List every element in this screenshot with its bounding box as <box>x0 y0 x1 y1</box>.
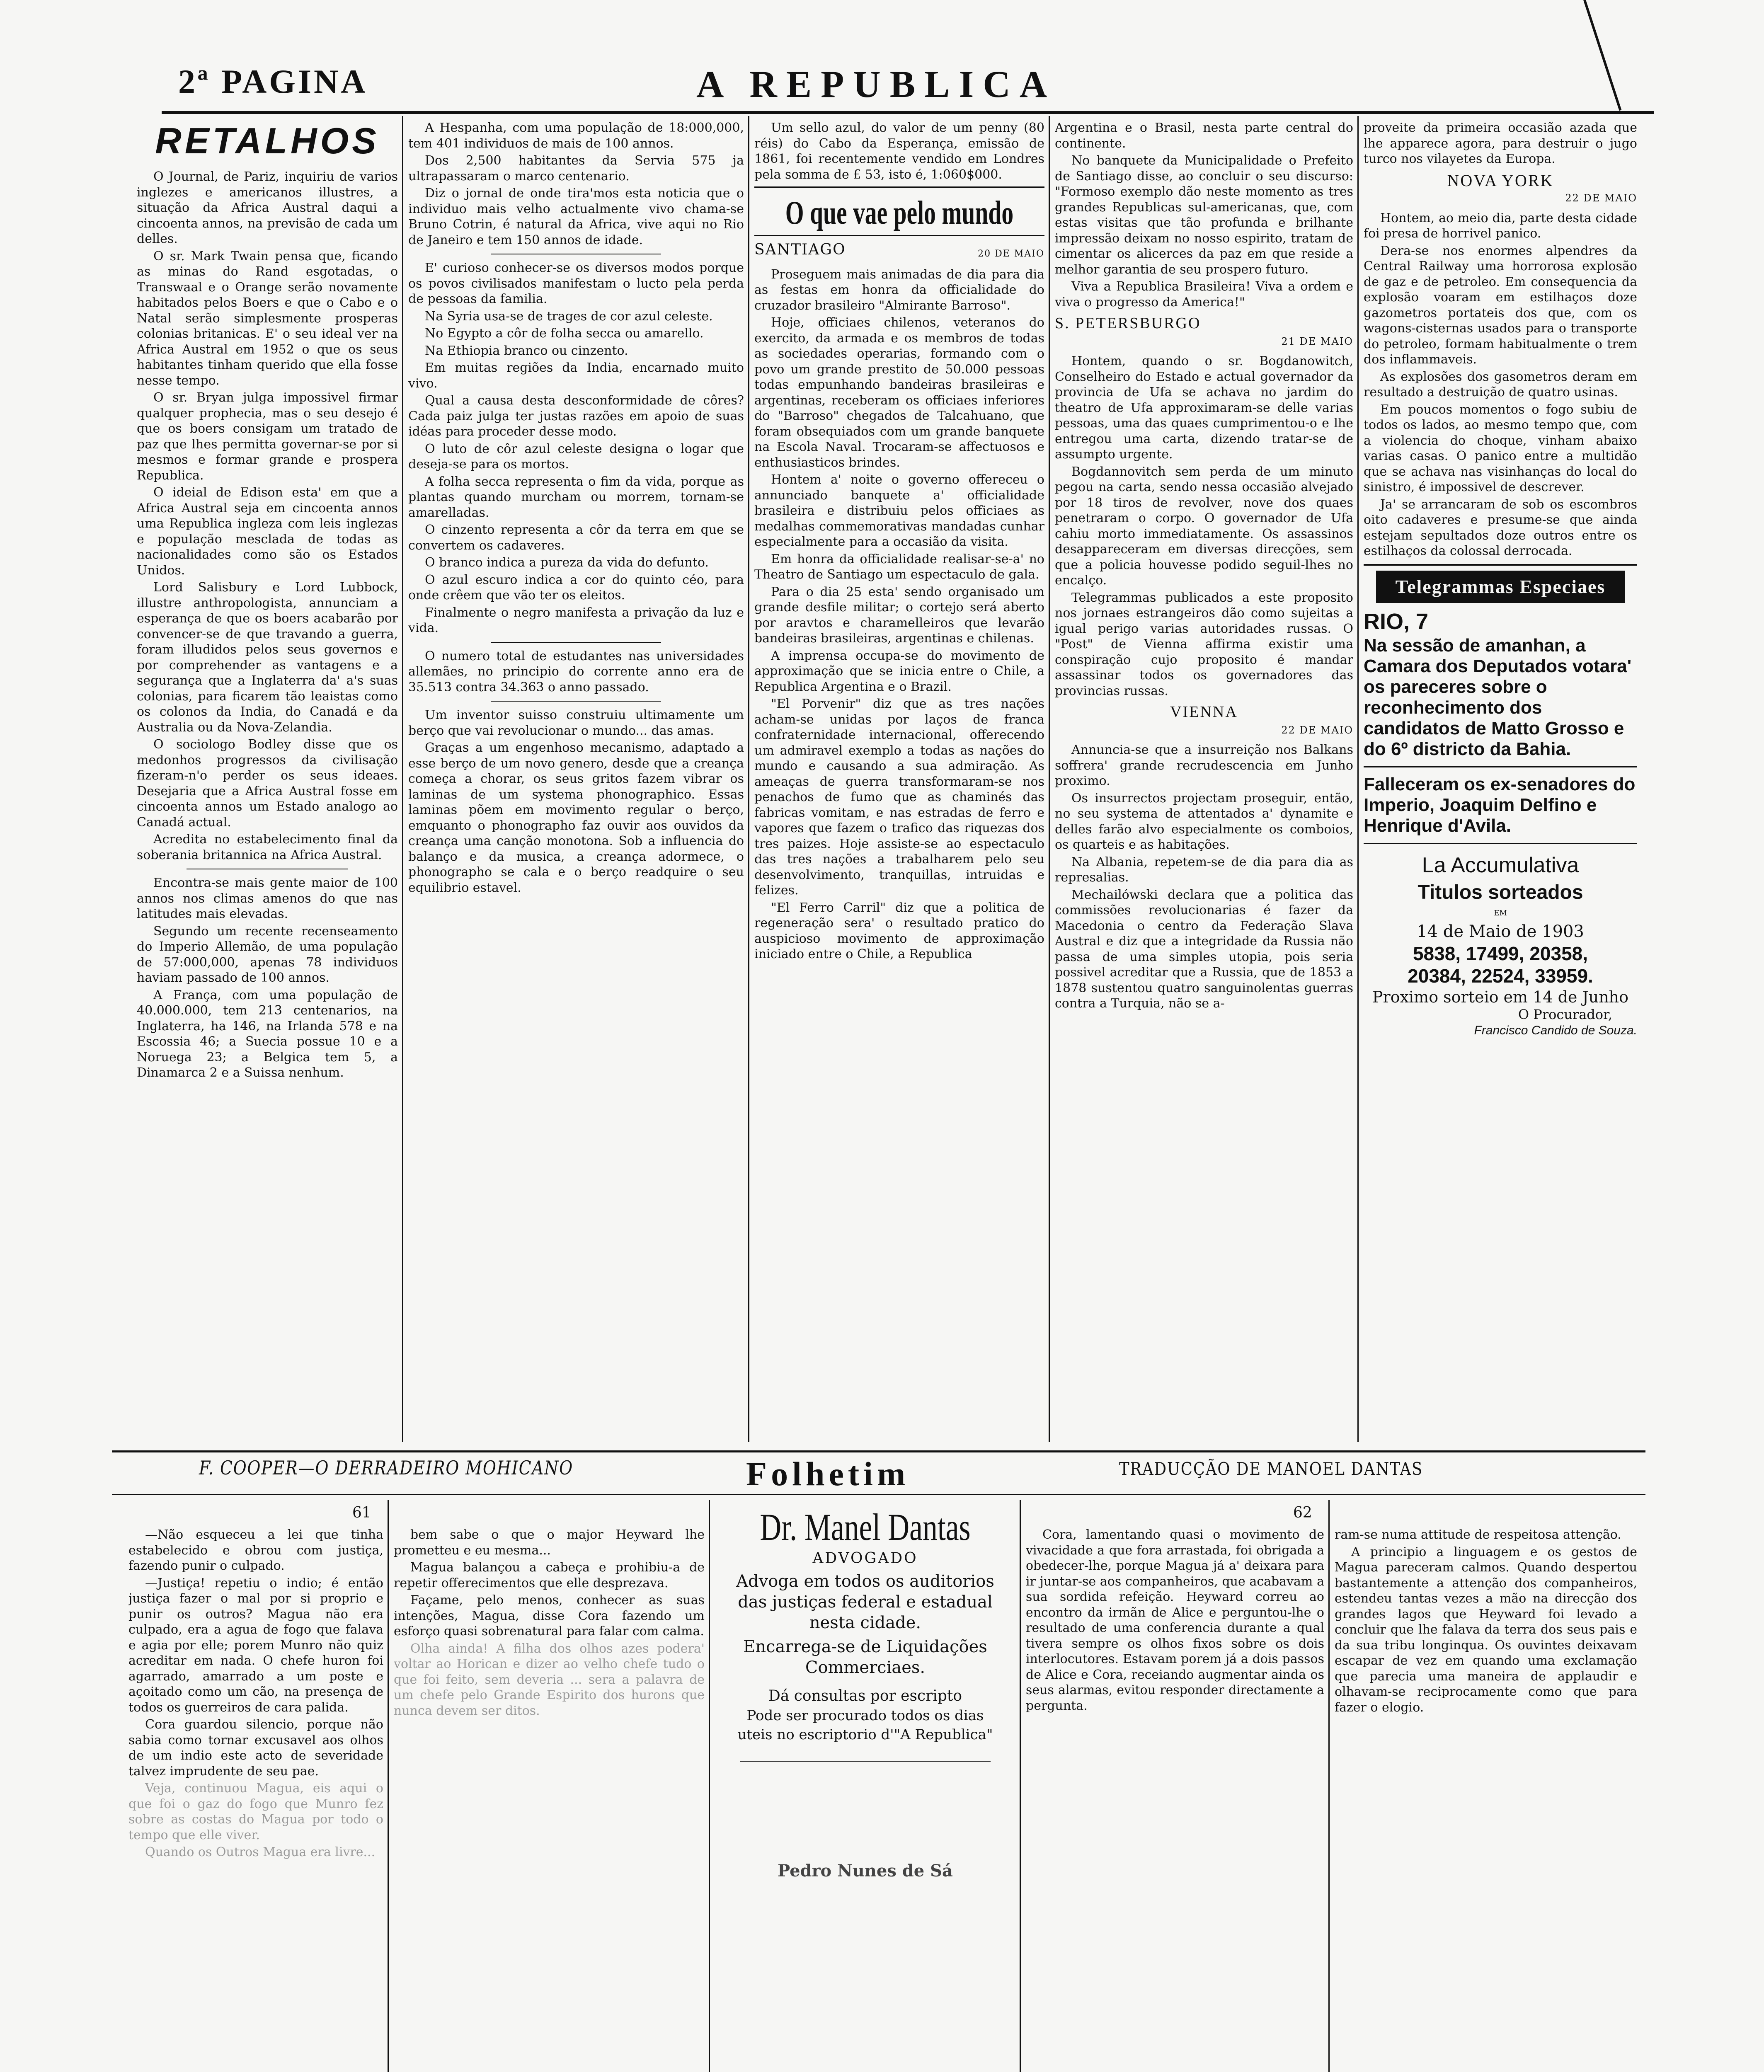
paragraph: Hontem a' noite o governo offereceu o annunciado banquete a' officialidade brasileira e distribuiu pelos officiaes as medalhas commemorativas mandadas cunhar especialmente para a occasião da visita. <box>754 472 1044 549</box>
paragraph: Façame, pelo menos, conhecer as suas intenções, Magua, disse Cora fazendo um esforço quasi sobrenatural para falar com calma. <box>394 1593 705 1639</box>
paragraph: A imprensa occupa-se do movimento de approximação que se inicia entre o Chile, a Republica Argentina e o Brazil. <box>754 648 1044 694</box>
column-rule-2 <box>748 116 749 1442</box>
lawyer-text-3: Dá consultas por escripto <box>768 1687 962 1704</box>
paragraph: Em muitas regiões da India, encarnado muito vivo. <box>408 361 744 391</box>
paragraph: O ideial de Edison esta' em que a Africa Austral seja em cincoenta annos uma Republica ingleza com leis inglezas e população mesclada de todas as nacionalidades como são os Estados Unidos. <box>137 485 398 578</box>
column-retalhos <box>137 120 398 1438</box>
column-rule-3 <box>1049 116 1050 1442</box>
section-s-petersburgo: S. PETERSBURGO <box>1055 315 1201 332</box>
paragraph: —Não esqueceu a lei que tinha estabelecido e obrou com justiça, fazendo punir o culpado. <box>128 1527 383 1573</box>
separator <box>1364 766 1637 767</box>
paragraph: Acredita no estabelecimento final da soberania britannica na Africa Austral. <box>137 832 398 862</box>
column-3 <box>754 120 1044 1438</box>
paragraph: Bogdannovitch sem perda de um minuto pegou na carta, sendo nessa occasião alvejado por 18 tiros de revolver, nove dos quaes penetraram o corpo. O governador de Ufa cahiu morto immediatamente. Os assassinos desappareceram em diversas direcções, sem que a policia houvesse podido seguil-lhes no encalço. <box>1055 464 1353 588</box>
lawyer-text-4: Pode ser procurado todos os dias uteis no escriptorio d'"A Republica" <box>737 1707 993 1743</box>
separator <box>491 642 661 643</box>
paragraph: Diz o jornal de onde tira'mos esta noticia que o individuo mais velho actualmente vivo chama-se Bruno Cotrin, é natural da Africa, vive aqui no Rio de Janeiro e tem 150 annos de idade. <box>408 186 744 247</box>
telegrams-header: Telegrammas Especiaes <box>1376 571 1625 603</box>
ad-next-draw: Proximo sorteio em 14 de Junho <box>1372 988 1629 1006</box>
section-nova-york: NOVA YORK <box>1447 171 1554 190</box>
paragraph: O sr. Bryan julga impossivel firmar qualquer prophecia, mas o seu desejo é que os boers consigam um tratado de paz que lhes permitta governar-se por si mesmos e formar grande e prospera Republica. <box>137 390 398 483</box>
folhetim-left-col-1 <box>128 1527 383 2072</box>
section-title-retalhos: RETALHOS <box>155 120 380 161</box>
paragraph: O luto de côr azul celeste designa o logar que deseja-se para os mortos. <box>408 441 744 472</box>
paragraph: Um inventor suisso construiu ultimamente um berço que vai revolucionar o mundo... das amas. <box>408 708 744 738</box>
folhetim-author: F. COOPER—O DERRADEIRO MOHICANO <box>199 1457 573 1479</box>
section-date: 22 DE MAIO <box>1281 724 1353 736</box>
paragraph: O numero total de estudantes nas universidades allemães, no principio do corrente anno era de 35.513 contra 34.363 o anno passado. <box>408 649 744 695</box>
section-date: 22 DE MAIO <box>1565 192 1637 204</box>
paragraph: No Egypto a côr de folha secca ou amarello. <box>425 326 704 341</box>
dateline <box>754 242 1044 262</box>
folhetim-translator: TRADUCÇÃO DE MANOEL DANTAS <box>1119 1459 1423 1479</box>
telegram-camara: Na sessão de amanhan, a Camara dos Deputados votara' os pareceres sobre o reconhecimento dos candidatos de Matto Grosso e do 6º districto da Bahia. <box>1364 635 1632 759</box>
section-title-mundo: O que vae pelo mundo <box>785 195 1014 231</box>
ad-accumulativa-subtitle: Titulos sorteados <box>1418 881 1583 903</box>
ad-accumulativa-title: La Accumulativa <box>1422 853 1579 877</box>
paragraph: Proseguem mais animadas de dia para dia as festas em honra da officialidade do cruzador brasileiro "Almirante Barroso". <box>754 267 1044 313</box>
lawyer-text-1: Advoga em todos os auditorios das justiças federal e estadual nesta cidade. <box>736 1572 994 1632</box>
paragraph: Cora guardou silencio, porque não sabia como tornar excusavel aos olhos de um indio este acto de severidade talvez imprudente de seu pae. <box>128 1717 383 1779</box>
paragraph: Encontra-se mais gente maior de 100 annos nos climas amenos do que nas latitudes mais elevadas. <box>137 876 398 921</box>
ad-signed: O Procurador, <box>1518 1007 1612 1022</box>
column-5 <box>1364 120 1637 1438</box>
paragraph: Viva a Republica Brasileira! Viva a ordem e viva o progresso da America!" <box>1055 279 1353 310</box>
paragraph: Veja, continuou Magua, eis aqui o que foi o gaz do fogo que Munro fez sobre as costas do Magua por todo o tempo que elle viver. <box>128 1781 383 1842</box>
paragraph: Qual a causa desta desconformidade de côres? Cada paiz julga ter justas razões em apoio de suas idéas para proceder desse modo. <box>408 393 744 439</box>
section-date: 21 DE MAIO <box>1281 335 1353 347</box>
paragraph: Finalmente o negro manifesta a privação da luz e vida. <box>408 605 744 635</box>
column-rule-1 <box>402 116 403 1442</box>
ad-bottom-name: Pedro Nunes de Sá <box>778 1861 953 1881</box>
folhetim-title: Folhetim <box>746 1455 910 1493</box>
folhetim-right-col-1 <box>1026 1527 1324 2072</box>
paragraph: Quando os Outros Magua era livre... <box>145 1845 376 1859</box>
separator <box>1364 564 1637 566</box>
folhetim-right-col-2 <box>1335 1527 1637 2072</box>
paragraph: Os insurrectos projectam proseguir, então, no seu systema de attentados a' dynamite e delles farão alvo especialmente os comboios, os quarteis e as habitações. <box>1055 791 1353 852</box>
paragraph: A França, com uma população de 40.000.000, tem 213 centenarios, na Inglaterra, ha 146, na Irlanda 578 e na Escossia 46; a Suecia possue 10 e a Noruega 23; a Belgica tem 5, a Dinamarca 2 e a Suissa nenhum. <box>137 988 398 1080</box>
paragraph: Argentina e o Brasil, nesta parte central do continente. <box>1055 121 1353 151</box>
paragraph: bem sabe o que o major Heyward lhe prometteu e eu mesma... <box>394 1527 705 1558</box>
ad-signer: Francisco Candido de Souza. <box>1474 1023 1637 1037</box>
paragraph: Na Albania, repetem-se de dia para dia as represalias. <box>1055 854 1353 885</box>
folhetim-col-rule-2 <box>709 1500 710 2072</box>
paragraph: Graças a um engenhoso mecanismo, adaptado a esse berço de um novo genero, desde que a creança começa a chorar, os seus gritos fazem vibrar os laminas de um systema phonographico. Essas laminas põem em movimento regular o berço, emquanto o phonographo faz ouvir aos ouvidos da creança uma canção monotona. Sob a influencia do balanço e da musica, a creança adormece, o phonographo se cala e o berço readquire o seu equilibrio estavel. <box>408 741 744 895</box>
paragraph: "El Porvenir" diz que as tres nações acham-se unidas por laços de franca confraternidade internacional, offerecendo um admiravel exemplo a todas as nações do mundo e causando a sua admiração. As ameaças de guerra transformaram-se nos penachos de fumo que as chaminés das fabricas vomitam, e nas estradas de ferro e vapores que fazem o trafico das riquezas dos tres paizes. Hoje assiste-se ao espectaculo das tres nações a trabalharem pelo seu desenvolvimento, tranquillas, intruidas e felizes. <box>754 697 1044 898</box>
lawyer-name: Dr. Manel Dantas <box>760 1506 971 1548</box>
page-number-right: 62 <box>1293 1504 1312 1521</box>
dateline-city: SANTIAGO <box>754 241 846 258</box>
paragraph: O branco indica a pureza da vida do defunto. <box>425 555 709 570</box>
folhetim-col-rule-1 <box>388 1500 389 2072</box>
paragraph: Telegrammas publicados a este proposito nos jornaes estrangeiros dão como sujeitas a igual perigo varias autoridades russas. O "Post" de Vienna affirma existir uma conspiração cujo proposito é mandar assassinar todos os governadores das provincias russas. <box>1055 590 1353 698</box>
column-2 <box>408 120 744 1438</box>
ad-em: EM <box>1494 908 1507 917</box>
paragraph: Cora, lamentando quasi o movimento de vivacidade a que fora arrastada, foi obrigada a obedecer-lhe, porque Magua já a' deixara para ir juntar-se aos companheiros, que acabavam a sua sordida refeição. Heyward correu ao encontro da irmãn de Alice e perguntou-lhe o resultado de uma conferencia durante a qual tivera sempre os olhos fixos sobre os dois interlocutores. Estavam porem já a dois passos de Alice e Cora, receiando augmentar ainda os seus alarmas, evitou responder directamente a pergunta. <box>1026 1527 1324 1713</box>
separator <box>754 186 1044 188</box>
paragraph: Magua balançou a cabeça e prohibiu-a de repetir offerecimentos que elle desprezava. <box>394 1560 705 1590</box>
page-number-left: 61 <box>352 1504 371 1521</box>
paragraph: Em poucos momentos o fogo subiu de todos os lados, ao mesmo tempo que, com a violencia do choque, vinham abaixo varias casas. O panico entre a multidão que se achava nas visinhanças do local do sinistro, é impossivel de descrever. <box>1364 402 1637 494</box>
paragraph: Hontem, ao meio dia, parte desta cidade foi presa de horrivel panico. <box>1364 211 1637 241</box>
paragraph: Lord Salisbury e Lord Lubbock, illustre anthropologista, annunciam a esperança de que os boers acabarão por convencer-se de que travando a guerra, foram illudidos pelos seus governos e por comprehender as vantagens e a segurança que a Inglaterra da' a's suas colonias, para ficarem tão leaistas como os colonos da India, do Canadá e da Australia ou da Nova-Zelandia. <box>137 580 398 735</box>
header-rule <box>162 111 1654 114</box>
lawyer-text-2: Encarrega-se de Liquidações Commerciaes. <box>743 1637 987 1677</box>
ad-separator <box>740 1761 991 1762</box>
ad-numbers-2: 20384, 22524, 33959. <box>1408 965 1593 987</box>
paragraph: Segundo um recente recenseamento do Imperio Allemão, de uma população de 57:000,000, apenas 78 individuos haviam passado de 100 annos. <box>137 924 398 985</box>
paragraph: O sociologo Bodley disse que os medonhos progressos da civilisação fizeram-n'o perder os seus ideaes. Desejaria que a Africa Austral fosse em cincoenta annos um Estado analogo ao Canadá actual. <box>137 737 398 830</box>
paragraph: No banquete da Municipalidade o Prefeito de Santiago disse, ao concluir o seu discurso: "Formoso exemplo dão neste momento as tres grandes Republicas sul-americanas, que, com estas visitas que tão profunda e brilhante impressão deixam no nosso espirito, tratam de cimentar os alicerces da paz em que reside a melhor garantia de seu prospero futuro. <box>1055 153 1353 277</box>
paragraph: Em honra da officialidade realisar-se-a' no Theatro de Santiago um espectaculo de gala. <box>754 552 1044 582</box>
paragraph: Hoje, officiaes chilenos, veteranos do exercito, da armada e os membros de todas as sociedades operarias, formando com o povo um grande prestito de 50.000 pessoas todas empunhando bandeiras brasileiras e argentinas, receberam os officiaes inferiores do "Barroso" chegados de Talcahuano, que foram obsequiados com um grande banquete na Escola Naval. Trocaram-se affectuosos e enthusiasticos brindes. <box>754 315 1044 470</box>
ad-numbers-1: 5838, 17499, 20358, <box>1413 943 1588 964</box>
paragraph: A Hespanha, com uma população de 18:000,000, tem 401 individuos de mais de 100 annos. <box>408 121 744 151</box>
folhetim-col-rule-3 <box>1020 1500 1021 2072</box>
paragraph: E' curioso conhecer-se os diversos modos porque os povos civilisados manifestam o lucto pela perda de pessoas da familia. <box>408 261 744 306</box>
newspaper-title: A REPUBLICA <box>696 63 1056 105</box>
paragraph: Na Ethiopia branco ou cinzento. <box>425 343 628 358</box>
paragraph: Um sello azul, do valor de um penny (80 réis) do Cabo da Esperança, emissão de 1861, foi recentemente vendido em Londres pela somma de £ 53, isto é, 1:060$000. <box>754 121 1044 182</box>
paragraph: O Journal, de Pariz, inquiriu de varios inglezes e americanos illustres, a situação da Africa Austral daqui a cincoenta annos, na previsão de cada um delles. <box>137 169 398 246</box>
telegram-city: RIO, 7 <box>1364 609 1429 634</box>
paragraph: As explosões dos gasometros deram em resultado a destruição de quatro usinas. <box>1364 369 1637 399</box>
paragraph: A principio a linguagem e os gestos de Magua pareceram calmos. Quando despertou bastantemente a attenção dos companheiros, estendeu tantas vezes a mão na direcção dos grandes lagos que Heyward foi levado a concluir que lhe falava da terra dos seus pais e da sua tribu longinqua. Os ouvintes deixavam escapar de vez em quando uma exclamação que parecia uma maneira de applaudir e olhavam-se reciprocamente como que para fazer o elogio. <box>1335 1544 1637 1715</box>
paragraph: Dera-se nos enormes alpendres da Central Railway uma horrorosa explosão de gaz e de petroleo. Em consequencia da explosão voaram em estilhaços doze gazometros portateis dos que, com os wagons-cisternas usados para o transporte do petroleo, formam habitualmente o trem dos inflammaveis. <box>1364 243 1637 367</box>
paragraph: Annuncia-se que a insurreição nos Balkans soffrera' grande recrudescencia em Junho proximo. <box>1055 743 1353 788</box>
paragraph: Hontem, quando o sr. Bogdanowitch, Conselheiro do Estado e actual governador da provincia de Ufa se achava no jardim do theatro de Ufa approximaram-se delle varias pessoas, uma das quaes cumprimentou-o e lhe entregou uma carta, dizendo tratar-se de assumpto urgente. <box>1055 354 1353 462</box>
folhetim-col-rule-4 <box>1328 1500 1330 2072</box>
section-vienna: VIENNA <box>1170 703 1238 721</box>
paragraph: Para o dia 25 esta' sendo organisado um grande desfile militar; o cortejo será aberto por aravtos e charamelleiros que levarão bandeiras brasileiras, argentinas e chilenas. <box>754 584 1044 646</box>
paragraph: Ja' se arrancaram de sob os escombros oito cadaveres e presume-se que ainda estejam sepultados doze outros entre os estilhaços da colossal derrocada. <box>1364 497 1637 558</box>
paragraph: A folha secca representa o fim da vida, porque as plantas quando murcham ou morrem, tornam-se amarelladas. <box>408 474 744 520</box>
folhetim-rule <box>112 1450 1645 1452</box>
paragraph: —Justiça! repetiu o indio; é então justiça fazer o mal por si proprio e punir os outros? Magua não era culpado, era a agua de fogo que falava e agia por elle; porem Munro não quiz acreditar em nada. O chefe huron foi agarrado, amarrado a um poste e açoitado como um cão, na presença de todos os guerreiros de cara palida. <box>128 1576 383 1715</box>
separator <box>491 701 661 702</box>
page-label: 2ª PAGINA <box>178 63 368 100</box>
paragraph: O cinzento representa a côr da terra em que se convertem os cadaveres. <box>408 523 744 553</box>
telegram-falleceram: Falleceram os ex-senadores do Imperio, Joaquim Delfino e Henrique d'Avila. <box>1364 774 1636 836</box>
column-rule-4 <box>1357 116 1359 1442</box>
paragraph: O sr. Mark Twain pensa que, ficando as minas do Rand esgotadas, o Transwaal e o Orange serão novamente habitados pelos Boers e que o Cabo e o Natal serão simplesmente prosperas colonias britanicas. E' o seu ideal ver na Africa Austral em 1952 o que os seus habitantes tinham querido que ella fosse nesse tempo. <box>137 249 398 388</box>
separator <box>754 235 1044 236</box>
separator <box>1364 843 1637 844</box>
header-tail-line <box>1583 0 1621 111</box>
paragraph: Mechailówski declara que a politica das commissões revolucionarias é fazer da Macedonia o centro da Federação Slava Austral e diz que a integridade da Russia não passa de uma simples utopia, pois seria possivel acreditar que a Russia, que de 1853 a 1878 sustentou quatro sanguinolentas guerras contra a Turquia, não se a- <box>1055 887 1353 1011</box>
column-4 <box>1055 120 1353 1438</box>
folhetim-rule-bottom <box>112 1494 1645 1495</box>
paragraph: ram-se numa attitude de respeitosa attenção. <box>1335 1527 1621 1542</box>
paragraph: Olha ainda! A filha dos olhos azes podera' voltar ao Horican e dizer ao velho chefe tudo o que foi feito, sem deveria ... sera a palavra de um chefe pelo Grande Espirito dos hurons que nunca devem ser ditos. <box>394 1641 705 1718</box>
paragraph: proveite da primeira occasião azada que lhe apparece agora, para destruir o jugo turco nos vilayetes da Europa. <box>1364 121 1637 166</box>
dateline-date: 20 DE MAIO <box>978 249 1044 259</box>
paragraph: Dos 2,500 habitantes da Servia 575 ja ultrapassaram o marco centenario. <box>408 153 744 184</box>
paragraph: O azul escuro indica a cor do quinto céo, para onde crêem que vão ter os eleitos. <box>408 572 744 603</box>
paragraph: Na Syria usa-se de trages de cor azul celeste. <box>425 309 713 324</box>
folhetim-left-col-2 <box>394 1527 705 2072</box>
lawyer-role: ADVOGADO <box>812 1550 918 1567</box>
paragraph: "El Ferro Carril" diz que a politica de regeneração sera' o resultado pratico do auspicioso movimento de approximação iniciado entre o Chile, a Republica <box>754 900 1044 961</box>
lawyer-ad <box>715 1504 1015 2072</box>
ad-date: 14 de Maio de 1903 <box>1417 922 1584 941</box>
